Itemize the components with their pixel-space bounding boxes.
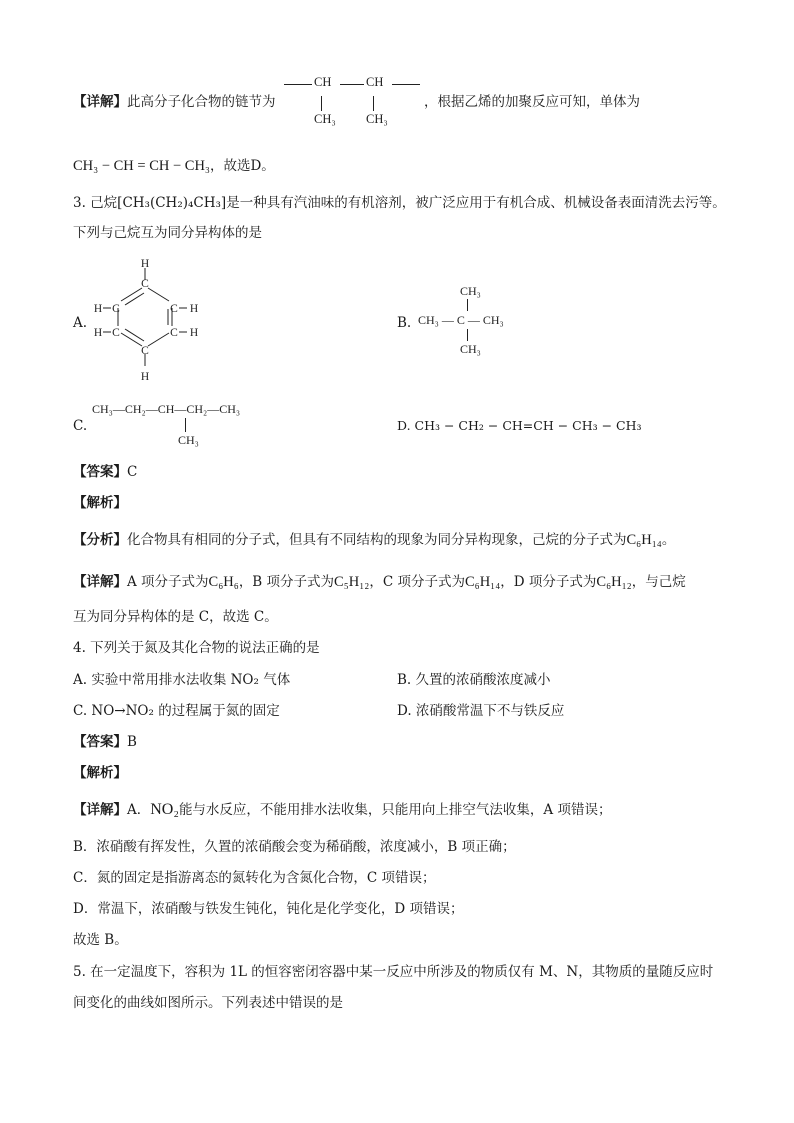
q2-detail-line: [73, 92, 276, 112]
detail-text-b: ，根据乙烯的加聚反应可知，单体为: [424, 94, 640, 110]
benzene-carbon: C: [141, 278, 149, 290]
monomer-formula: CH₃ − CH = CH − CH₃: [73, 158, 210, 174]
formula-c: C₆H₁₄: [464, 574, 501, 590]
q2-detail-line-tail: [424, 92, 640, 112]
chain-ch-1: CH: [314, 75, 332, 89]
chain-methyl-1: CH₃: [314, 112, 336, 126]
q4-detail-c: C．氮的固定是指游离态的氮转化为含氮化合物，C 项错误；: [73, 870, 436, 886]
branch-main-chain: CH₃—CH₂—CH—CH₂—CH₃: [92, 402, 241, 416]
formula-b: C₅H₁₂: [334, 574, 370, 590]
q4-analysis-tag: 【解析】: [73, 765, 127, 781]
detail-tag: 【详解】: [73, 802, 127, 818]
detail-text: ，C 项分子式为: [369, 574, 465, 590]
fenxi-tag: 【分析】: [73, 532, 127, 548]
detail-text: ，D 项分子式为: [500, 574, 597, 590]
q4-option-d: D. 浓硝酸常温下不与铁反应: [397, 703, 565, 719]
q3-stem-line-2: 下列与己烷互为同分异构体的是: [73, 225, 262, 241]
q3-detail-line: [73, 572, 686, 592]
q3-analysis-tag: 【解析】: [73, 495, 127, 511]
q3-option-d: D. CH₃ − CH₂ − CH=CH − CH₃ − CH₃: [397, 418, 642, 433]
q4-conclusion: 故选 B。: [73, 932, 128, 948]
detail-text: ，与己烷: [631, 574, 686, 590]
q4-answer-line: [73, 732, 137, 752]
branch-methyl: CH₃: [178, 433, 199, 447]
q5-stem-line-1: 5. 在一定温度下，容积为 1L 的恒容密闭容器中某一反应中所涉及的物质仅有 M、N，其物质的量随反应时: [73, 964, 714, 980]
q3-fenxi-line: [73, 530, 675, 550]
q3-option-c-label: C.: [73, 418, 88, 434]
chain-methyl-2: CH₃: [366, 112, 388, 126]
benzene-carbon: C: [141, 345, 149, 357]
branched-hexane-structure: [92, 402, 292, 452]
benzene-hydrogen: H: [140, 371, 150, 383]
detail-text-a: 此高分子化合物的链节为: [127, 94, 276, 110]
benzene-carbon: C: [170, 327, 178, 339]
benzene-hydrogen: H: [140, 258, 150, 270]
formula-no2: NO₂: [150, 801, 179, 818]
detail-text: A 项分子式为: [127, 574, 209, 590]
benzene-hydrogen: H: [189, 303, 199, 315]
detail-text: A．: [127, 802, 151, 818]
q4-detail-d: D．常温下，浓硝酸与铁发生钝化，钝化是化学变化，D 项错误；: [73, 901, 464, 917]
q3-stem-line-1: 3. 己烷[CH₃(CH₂)₄CH₃]是一种具有汽油味的有机溶剂，被广泛应用于有机合成、机械设备表面清洗去污等。: [73, 195, 726, 211]
detail-text: 能与水反应，不能用排水法收集，只能用向上排空气法收集，A 项错误；: [178, 802, 612, 818]
formula-d: C₆H₁₂: [596, 574, 632, 590]
neo-middle-row: CH₃ — C — CH₃: [418, 313, 504, 327]
q5-stem-line-2: 间变化的曲线如图所示。下列表述中错误的是: [73, 995, 343, 1011]
monomer-tail: ，故选D。: [209, 158, 275, 174]
q3-detail-line-2: 互为同分异构体的是 C，故选 C。: [73, 609, 278, 625]
fenxi-formula: C₆H₁₄: [626, 532, 662, 548]
neo-top-methyl: CH₃: [460, 284, 481, 298]
neo-bottom-methyl: CH₃: [460, 342, 481, 356]
benzene-hydrogen: H: [93, 303, 103, 315]
benzene-hydrogen: H: [189, 327, 199, 339]
chain-ch-2: CH: [366, 75, 384, 89]
q4-stem: 4. 下列关于氮及其化合物的说法正确的是: [73, 640, 320, 656]
q4-detail-a: [73, 800, 611, 820]
fenxi-text: 化合物具有相同的分子式，但具有不同结构的现象为同分异构现象，己烷的分子式为: [127, 532, 627, 548]
polymer-chain-unit: [284, 72, 424, 134]
neopentane-structure: [418, 284, 528, 364]
formula-a: C₆H₆: [208, 574, 239, 590]
benzene-carbon: C: [170, 303, 178, 315]
q3-answer-line: [73, 462, 137, 482]
answer-value: C: [127, 464, 138, 480]
answer-tag: 【答案】: [73, 464, 127, 480]
detail-text: ，B 项分子式为: [238, 574, 335, 590]
q4-option-a: A. 实验中常用排水法收集 NO₂ 气体: [73, 672, 291, 688]
q4-option-b: B. 久置的浓硝酸浓度减小: [397, 672, 551, 688]
q3-option-b-label: B.: [397, 315, 412, 331]
benzene-carbon: C: [112, 327, 120, 339]
detail-tag: 【详解】: [73, 574, 127, 590]
q2-monomer-line: [73, 156, 275, 176]
answer-tag: 【答案】: [73, 734, 127, 750]
answer-value: B: [127, 734, 137, 750]
detail-tag: 【详解】: [73, 94, 127, 110]
q4-detail-b: B．浓硝酸有挥发性，久置的浓硝酸会变为稀硝酸，浓度减小，B 项正确；: [73, 839, 516, 855]
benzene-structure: [92, 256, 204, 386]
benzene-carbon: C: [112, 303, 120, 315]
benzene-hydrogen: H: [93, 327, 103, 339]
q4-option-c: C. NO→NO₂ 的过程属于氮的固定: [73, 703, 280, 719]
fenxi-end: 。: [661, 532, 676, 548]
q3-option-a-label: A.: [73, 315, 88, 331]
